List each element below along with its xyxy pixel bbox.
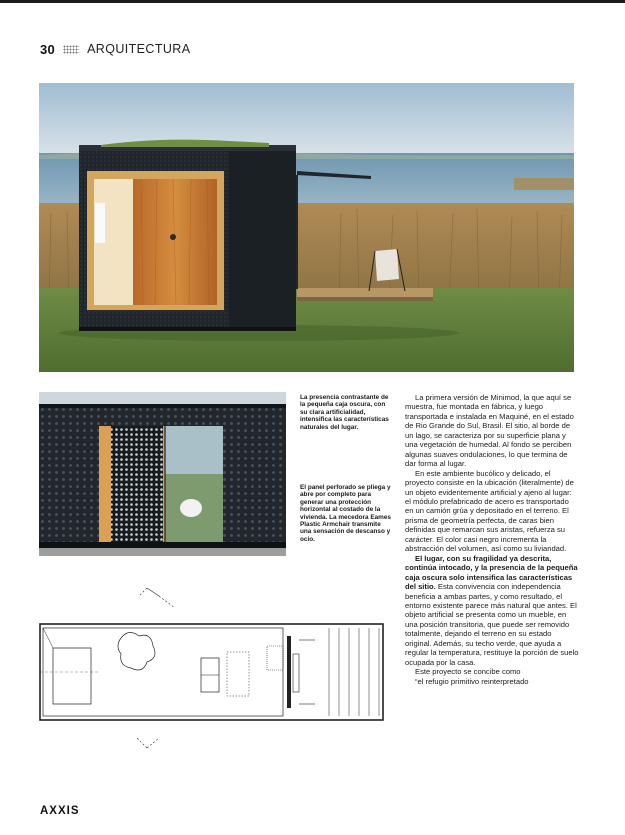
dot-grid-icon <box>63 45 79 54</box>
brand-footer: AXXIS <box>40 805 80 817</box>
paragraph-4-line-2: “el refugio primitivo reinterpretado <box>415 676 529 686</box>
paragraph-4: Este proyecto se concibe como <box>415 667 521 677</box>
paragraph-3-rest: Esta convivencia con independencia beneficia a ambas partes, y como resultado, el entorno existente parece más natural que antes. El objeto artificial se presenta como un mueble, en una posición transitoria, que puede ser removido totalmente, dejando el terreno en su estado original. Además, su techo verde, que ayuda a regular la temperatura, restituye la porción de suelo ocupada por la casa. <box>405 582 579 667</box>
page-number: 30 <box>40 41 56 57</box>
main-photo-cabin <box>39 83 574 372</box>
caption-1: La presencia contrastante de la pequeña caja oscura, con su clara artificialidad, intensifica las características naturales del lugar. <box>300 394 389 431</box>
paragraph-1: La primera versión de Minimod, la que aquí se muestra, fue montada en fábrica, y luego transportada e instalada en Maquiné, en el estado de Rio Grande do Sul, Brasil. El sitio, al borde de un lago, se caracteriza por su superficie plana y una vegetación de humedal. Al fondo se perciben algunas suaves ondulaciones, lo que termina de dar forma al lugar. <box>405 393 574 469</box>
article-body <box>405 393 579 686</box>
page-header <box>40 41 190 57</box>
paragraph-3 <box>405 554 579 667</box>
bold-lead: El lugar, con su fragilidad ya descrita, continúa intocado, y la presencia de la pequeña caja oscura solo intensifica las características del sitio. <box>405 553 578 592</box>
top-rule <box>0 0 625 3</box>
caption-2: El panel perforado se pliega y abre por completo para generar una protección horizontal al costado de la vivienda. La mecedora Eames Plastic Armchair transmite una sensación de descanso y ocio. <box>300 484 391 543</box>
section-title: ARQUITECTURA <box>87 42 191 56</box>
paragraph-2: En este ambiente bucólico y delicado, el proyecto consiste en la ubicación (literalmente) de un objeto evidentemente artificial y ajeno al lugar: el módulo prefabricado de acero es transportado en un camión grúa y depositado en el terreno. El prisma de geometría perfecta, de caras bien definidas que remarcan sus aristas, refuerza su carácter. El color casi negro incrementa la abstracción del volumen, así como su liviandad. <box>405 468 574 554</box>
secondary-photo-panel <box>39 392 286 556</box>
floor-plan-drawing <box>39 588 384 760</box>
